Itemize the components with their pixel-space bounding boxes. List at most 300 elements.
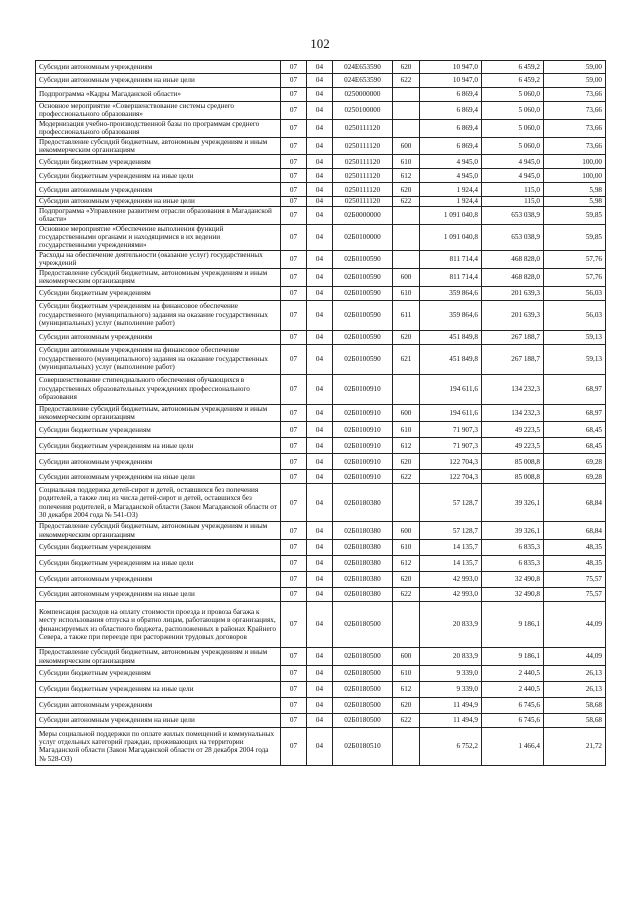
- percent-cell: 56,03: [544, 300, 606, 330]
- table-row: [36, 540, 606, 556]
- fact-cell: 6 745,6: [482, 697, 544, 713]
- plan-cell: 57 128,7: [420, 522, 482, 540]
- percent-cell: 26,13: [544, 681, 606, 697]
- fact-cell: 1 466,4: [482, 727, 544, 765]
- target-code-cell: 02Б0180500: [333, 681, 393, 697]
- row-name-cell: Субсидии автономным учреждениям: [36, 454, 281, 470]
- plan-cell: 6 869,4: [420, 88, 482, 102]
- table-row: [36, 727, 606, 765]
- razdel-cell: 07: [281, 470, 307, 484]
- target-code-cell: 0250111120: [333, 169, 393, 183]
- podrazdel-cell: 04: [307, 183, 333, 197]
- plan-cell: 194 611,6: [420, 404, 482, 422]
- target-code-cell: 02Б0100000: [333, 224, 393, 250]
- target-code-cell: 02Б0100590: [333, 300, 393, 330]
- row-name-cell: Расходы на обеспечение деятельности (оказание услуг) государственных учреждений: [36, 250, 281, 268]
- expense-type-cell: 620: [393, 572, 420, 588]
- target-code-cell: 02Б0180500: [333, 602, 393, 648]
- table-row: [36, 250, 606, 268]
- podrazdel-cell: 04: [307, 300, 333, 330]
- plan-cell: 1 924,4: [420, 183, 482, 197]
- expense-type-cell: [393, 374, 420, 404]
- razdel-cell: 07: [281, 250, 307, 268]
- target-code-cell: 0250111120: [333, 155, 393, 169]
- fact-cell: 39 326,1: [482, 484, 544, 522]
- razdel-cell: 07: [281, 74, 307, 88]
- target-code-cell: 02Б0100910: [333, 470, 393, 484]
- row-name-cell: Субсидии автономным учреждениям: [36, 61, 281, 74]
- fact-cell: 85 008,8: [482, 454, 544, 470]
- table-row: [36, 454, 606, 470]
- row-name-cell: Предоставление субсидий бюджетным, автономным учреждениям и иным некоммерческим организациям: [36, 137, 281, 155]
- razdel-cell: 07: [281, 454, 307, 470]
- fact-cell: 9 186,1: [482, 648, 544, 666]
- expense-type-cell: 622: [393, 197, 420, 206]
- table-row: [36, 286, 606, 300]
- percent-cell: 58,68: [544, 697, 606, 713]
- expense-type-cell: 620: [393, 61, 420, 74]
- razdel-cell: 07: [281, 197, 307, 206]
- target-code-cell: 02Б0100910: [333, 454, 393, 470]
- podrazdel-cell: 04: [307, 74, 333, 88]
- plan-cell: 71 907,3: [420, 422, 482, 438]
- podrazdel-cell: 04: [307, 250, 333, 268]
- fact-cell: 4 945,0: [482, 155, 544, 169]
- plan-cell: 9 339,0: [420, 665, 482, 681]
- podrazdel-cell: 04: [307, 602, 333, 648]
- razdel-cell: 07: [281, 286, 307, 300]
- fact-cell: 49 223,5: [482, 422, 544, 438]
- expense-type-cell: 622: [393, 74, 420, 88]
- plan-cell: 11 494,9: [420, 697, 482, 713]
- table-row: [36, 681, 606, 697]
- plan-cell: 1 091 040,8: [420, 224, 482, 250]
- percent-cell: 75,57: [544, 572, 606, 588]
- row-name-cell: Субсидии автономным учреждениям на иные цели: [36, 588, 281, 602]
- target-code-cell: 0250111120: [333, 183, 393, 197]
- fact-cell: 6 459,2: [482, 61, 544, 74]
- percent-cell: 100,00: [544, 169, 606, 183]
- razdel-cell: 07: [281, 224, 307, 250]
- fact-cell: 6 459,2: [482, 74, 544, 88]
- podrazdel-cell: 04: [307, 102, 333, 120]
- table-row: [36, 484, 606, 522]
- row-name-cell: Компенсация расходов на оплату стоимости проезда и провоза багажа к месту использования отпуска и обратно лицам, работающим в организациях, финансируемых из областного бюджета, расположенных в районах Крайнего Севера, а также при переезде при расторжении трудовых договоров: [36, 602, 281, 648]
- expense-type-cell: [393, 727, 420, 765]
- table-row: [36, 206, 606, 224]
- target-code-cell: 02Б0180380: [333, 588, 393, 602]
- podrazdel-cell: 04: [307, 197, 333, 206]
- percent-cell: 59,13: [544, 344, 606, 374]
- target-code-cell: 02Б0180500: [333, 697, 393, 713]
- razdel-cell: 07: [281, 88, 307, 102]
- fact-cell: 653 038,9: [482, 224, 544, 250]
- fact-cell: 134 232,3: [482, 404, 544, 422]
- budget-table: [35, 60, 606, 766]
- podrazdel-cell: 04: [307, 588, 333, 602]
- percent-cell: 58,68: [544, 713, 606, 727]
- razdel-cell: 07: [281, 438, 307, 454]
- expense-type-cell: 611: [393, 300, 420, 330]
- razdel-cell: 07: [281, 137, 307, 155]
- table-row: [36, 697, 606, 713]
- table-row: [36, 197, 606, 206]
- table-row: [36, 88, 606, 102]
- plan-cell: 122 704,3: [420, 470, 482, 484]
- percent-cell: 68,45: [544, 422, 606, 438]
- row-name-cell: Основное мероприятие «Обеспечение выполнения функций государственными органами и находящимися в их ведении государственными учреждениями»: [36, 224, 281, 250]
- row-name-cell: Совершенствование стипендиального обеспечения обучающихся в государственных образовательных учреждениях профессионального образования: [36, 374, 281, 404]
- percent-cell: 57,76: [544, 268, 606, 286]
- fact-cell: 115,0: [482, 183, 544, 197]
- razdel-cell: 07: [281, 268, 307, 286]
- razdel-cell: 07: [281, 648, 307, 666]
- target-code-cell: 02Б0180380: [333, 484, 393, 522]
- plan-cell: 11 494,9: [420, 713, 482, 727]
- podrazdel-cell: 04: [307, 344, 333, 374]
- podrazdel-cell: 04: [307, 137, 333, 155]
- fact-cell: 6 745,6: [482, 713, 544, 727]
- percent-cell: 68,84: [544, 484, 606, 522]
- podrazdel-cell: 04: [307, 374, 333, 404]
- podrazdel-cell: 04: [307, 224, 333, 250]
- target-code-cell: 02Б0180380: [333, 522, 393, 540]
- fact-cell: 5 060,0: [482, 137, 544, 155]
- razdel-cell: 07: [281, 697, 307, 713]
- target-code-cell: 02Б0100590: [333, 330, 393, 344]
- target-code-cell: 024Е653590: [333, 74, 393, 88]
- table-row: [36, 330, 606, 344]
- plan-cell: 4 945,0: [420, 155, 482, 169]
- table-row: [36, 470, 606, 484]
- row-name-cell: Социальная поддержка детей-сирот и детей, оставшихся без попечения родителей, а также лиц из числа детей-сирот и детей, оставшихся без попечения родителей, в Магаданской области (Закон Магаданской области от 30 декабря 2004 года № 541-ОЗ): [36, 484, 281, 522]
- razdel-cell: 07: [281, 522, 307, 540]
- fact-cell: 39 326,1: [482, 522, 544, 540]
- fact-cell: 2 440,5: [482, 681, 544, 697]
- expense-type-cell: 622: [393, 588, 420, 602]
- table-row: [36, 102, 606, 120]
- plan-cell: 6 869,4: [420, 102, 482, 120]
- table-row: [36, 300, 606, 330]
- row-name-cell: Предоставление субсидий бюджетным, автономным учреждениям и иным некоммерческим организациям: [36, 268, 281, 286]
- row-name-cell: Субсидии автономным учреждениям: [36, 697, 281, 713]
- percent-cell: 5,98: [544, 183, 606, 197]
- plan-cell: 6 869,4: [420, 119, 482, 137]
- table-row: [36, 183, 606, 197]
- fact-cell: 267 188,7: [482, 344, 544, 374]
- razdel-cell: 07: [281, 155, 307, 169]
- razdel-cell: 07: [281, 61, 307, 74]
- razdel-cell: 07: [281, 727, 307, 765]
- plan-cell: 57 128,7: [420, 484, 482, 522]
- fact-cell: 115,0: [482, 197, 544, 206]
- row-name-cell: Субсидии автономным учреждениям: [36, 183, 281, 197]
- plan-cell: 14 135,7: [420, 540, 482, 556]
- page-number: 102: [310, 36, 330, 51]
- row-name-cell: Модернизация учебно-производственной базы по программам среднего профессионального образования: [36, 119, 281, 137]
- target-code-cell: 0250111120: [333, 197, 393, 206]
- row-name-cell: Предоставление субсидий бюджетным, автономным учреждениям и иным некоммерческим организациям: [36, 404, 281, 422]
- table-row: [36, 648, 606, 666]
- table-row: [36, 665, 606, 681]
- fact-cell: 5 060,0: [482, 88, 544, 102]
- fact-cell: 6 835,3: [482, 556, 544, 572]
- percent-cell: 5,98: [544, 197, 606, 206]
- percent-cell: 75,57: [544, 588, 606, 602]
- row-name-cell: Подпрограмма «Кадры Магаданской области»: [36, 88, 281, 102]
- expense-type-cell: [393, 602, 420, 648]
- target-code-cell: 0250111120: [333, 119, 393, 137]
- row-name-cell: Подпрограмма «Управление развитием отрасли образования в Магаданской области»: [36, 206, 281, 224]
- table-row: [36, 137, 606, 155]
- table-row: [36, 522, 606, 540]
- razdel-cell: 07: [281, 206, 307, 224]
- fact-cell: 32 490,8: [482, 588, 544, 602]
- row-name-cell: Субсидии бюджетным учреждениям: [36, 540, 281, 556]
- podrazdel-cell: 04: [307, 648, 333, 666]
- plan-cell: 10 947,0: [420, 61, 482, 74]
- plan-cell: 122 704,3: [420, 454, 482, 470]
- table-row: [36, 155, 606, 169]
- expense-type-cell: [393, 206, 420, 224]
- percent-cell: 73,66: [544, 119, 606, 137]
- podrazdel-cell: 04: [307, 119, 333, 137]
- percent-cell: 59,85: [544, 206, 606, 224]
- razdel-cell: 07: [281, 665, 307, 681]
- razdel-cell: 07: [281, 422, 307, 438]
- podrazdel-cell: 04: [307, 484, 333, 522]
- podrazdel-cell: 04: [307, 454, 333, 470]
- razdel-cell: 07: [281, 681, 307, 697]
- percent-cell: 56,03: [544, 286, 606, 300]
- percent-cell: 69,28: [544, 470, 606, 484]
- percent-cell: 73,66: [544, 102, 606, 120]
- expense-type-cell: 600: [393, 268, 420, 286]
- row-name-cell: Субсидии бюджетным учреждениям: [36, 155, 281, 169]
- row-name-cell: Предоставление субсидий бюджетным, автономным учреждениям и иным некоммерческим организациям: [36, 648, 281, 666]
- expense-type-cell: 620: [393, 697, 420, 713]
- plan-cell: 6 752,2: [420, 727, 482, 765]
- podrazdel-cell: 04: [307, 268, 333, 286]
- row-name-cell: Меры социальной поддержки по оплате жилых помещений и коммунальных услуг отдельных категорий граждан, проживающих на территории Магаданской области (Закон Магаданской области от 28 декабря 2004 года № 528-ОЗ): [36, 727, 281, 765]
- fact-cell: 5 060,0: [482, 119, 544, 137]
- podrazdel-cell: 04: [307, 286, 333, 300]
- podrazdel-cell: 04: [307, 713, 333, 727]
- razdel-cell: 07: [281, 484, 307, 522]
- plan-cell: 451 849,8: [420, 330, 482, 344]
- expense-type-cell: 622: [393, 713, 420, 727]
- percent-cell: 68,84: [544, 522, 606, 540]
- razdel-cell: 07: [281, 556, 307, 572]
- table-row: [36, 438, 606, 454]
- expense-type-cell: 600: [393, 522, 420, 540]
- fact-cell: 201 639,3: [482, 300, 544, 330]
- podrazdel-cell: 04: [307, 330, 333, 344]
- target-code-cell: 02Б0100590: [333, 268, 393, 286]
- row-name-cell: Субсидии автономным учреждениям: [36, 572, 281, 588]
- target-code-cell: 02Б0100590: [333, 344, 393, 374]
- plan-cell: 4 945,0: [420, 169, 482, 183]
- percent-cell: 26,13: [544, 665, 606, 681]
- row-name-cell: Субсидии автономным учреждениям на иные цели: [36, 197, 281, 206]
- expense-type-cell: [393, 224, 420, 250]
- table-row: [36, 404, 606, 422]
- razdel-cell: 07: [281, 404, 307, 422]
- expense-type-cell: 612: [393, 556, 420, 572]
- table-row: [36, 556, 606, 572]
- table-row: [36, 422, 606, 438]
- razdel-cell: 07: [281, 540, 307, 556]
- razdel-cell: 07: [281, 602, 307, 648]
- plan-cell: 14 135,7: [420, 556, 482, 572]
- expense-type-cell: [393, 102, 420, 120]
- row-name-cell: Субсидии бюджетным учреждениям: [36, 665, 281, 681]
- plan-cell: 20 833,9: [420, 602, 482, 648]
- podrazdel-cell: 04: [307, 206, 333, 224]
- row-name-cell: Субсидии бюджетным учреждениям на иные цели: [36, 681, 281, 697]
- razdel-cell: 07: [281, 344, 307, 374]
- fact-cell: 49 223,5: [482, 438, 544, 454]
- fact-cell: 267 188,7: [482, 330, 544, 344]
- target-code-cell: 0250100000: [333, 102, 393, 120]
- fact-cell: 4 945,0: [482, 169, 544, 183]
- expense-type-cell: 612: [393, 169, 420, 183]
- percent-cell: 73,66: [544, 137, 606, 155]
- razdel-cell: 07: [281, 300, 307, 330]
- percent-cell: 100,00: [544, 155, 606, 169]
- razdel-cell: 07: [281, 330, 307, 344]
- podrazdel-cell: 04: [307, 727, 333, 765]
- row-name-cell: Субсидии автономным учреждениям на финансовое обеспечение государственного (муниципального) задания на оказание государственных (муниципальных) услуг (выполнение работ): [36, 344, 281, 374]
- target-code-cell: 0250000000: [333, 88, 393, 102]
- target-code-cell: 02Б0180380: [333, 572, 393, 588]
- fact-cell: 5 060,0: [482, 102, 544, 120]
- expense-type-cell: 600: [393, 404, 420, 422]
- plan-cell: 1 924,4: [420, 197, 482, 206]
- plan-cell: 42 993,0: [420, 572, 482, 588]
- percent-cell: 59,00: [544, 61, 606, 74]
- razdel-cell: 07: [281, 374, 307, 404]
- plan-cell: 9 339,0: [420, 681, 482, 697]
- table-row: [36, 169, 606, 183]
- podrazdel-cell: 04: [307, 169, 333, 183]
- percent-cell: 73,66: [544, 88, 606, 102]
- razdel-cell: 07: [281, 588, 307, 602]
- fact-cell: 468 828,0: [482, 250, 544, 268]
- expense-type-cell: [393, 88, 420, 102]
- expense-type-cell: 610: [393, 540, 420, 556]
- plan-cell: 194 611,6: [420, 374, 482, 404]
- expense-type-cell: 620: [393, 454, 420, 470]
- podrazdel-cell: 04: [307, 470, 333, 484]
- percent-cell: 57,76: [544, 250, 606, 268]
- razdel-cell: 07: [281, 572, 307, 588]
- percent-cell: 48,35: [544, 556, 606, 572]
- expense-type-cell: 621: [393, 344, 420, 374]
- percent-cell: 59,85: [544, 224, 606, 250]
- podrazdel-cell: 04: [307, 556, 333, 572]
- table-row: [36, 268, 606, 286]
- target-code-cell: 02Б0180500: [333, 713, 393, 727]
- row-name-cell: Субсидии бюджетным учреждениям: [36, 422, 281, 438]
- row-name-cell: Субсидии автономным учреждениям: [36, 330, 281, 344]
- table-row: [36, 119, 606, 137]
- percent-cell: 59,13: [544, 330, 606, 344]
- row-name-cell: Субсидии автономным учреждениям на иные цели: [36, 470, 281, 484]
- plan-cell: 359 864,6: [420, 300, 482, 330]
- row-name-cell: Субсидии бюджетным учреждениям: [36, 286, 281, 300]
- fact-cell: 85 008,8: [482, 470, 544, 484]
- fact-cell: 134 232,3: [482, 374, 544, 404]
- fact-cell: 9 186,1: [482, 602, 544, 648]
- podrazdel-cell: 04: [307, 422, 333, 438]
- expense-type-cell: 610: [393, 286, 420, 300]
- plan-cell: 811 714,4: [420, 268, 482, 286]
- plan-cell: 71 907,3: [420, 438, 482, 454]
- plan-cell: 1 091 040,8: [420, 206, 482, 224]
- percent-cell: 21,72: [544, 727, 606, 765]
- razdel-cell: 07: [281, 713, 307, 727]
- expense-type-cell: [393, 119, 420, 137]
- expense-type-cell: 620: [393, 183, 420, 197]
- expense-type-cell: 620: [393, 330, 420, 344]
- percent-cell: 44,09: [544, 602, 606, 648]
- table-row: [36, 602, 606, 648]
- table-row: [36, 713, 606, 727]
- expense-type-cell: [393, 484, 420, 522]
- fact-cell: 2 440,5: [482, 665, 544, 681]
- percent-cell: 44,09: [544, 648, 606, 666]
- table-row: [36, 572, 606, 588]
- target-code-cell: 024Е653590: [333, 61, 393, 74]
- expense-type-cell: [393, 250, 420, 268]
- plan-cell: 6 869,4: [420, 137, 482, 155]
- podrazdel-cell: 04: [307, 697, 333, 713]
- row-name-cell: Субсидии бюджетным учреждениям на иные цели: [36, 556, 281, 572]
- plan-cell: 811 714,4: [420, 250, 482, 268]
- row-name-cell: Субсидии бюджетным учреждениям на иные цели: [36, 169, 281, 183]
- plan-cell: 20 833,9: [420, 648, 482, 666]
- target-code-cell: 02Б0100910: [333, 422, 393, 438]
- percent-cell: 68,45: [544, 438, 606, 454]
- plan-cell: 42 993,0: [420, 588, 482, 602]
- percent-cell: 59,00: [544, 74, 606, 88]
- percent-cell: 68,97: [544, 374, 606, 404]
- podrazdel-cell: 04: [307, 438, 333, 454]
- table-row: [36, 374, 606, 404]
- expense-type-cell: 610: [393, 422, 420, 438]
- target-code-cell: 02Б0180380: [333, 540, 393, 556]
- expense-type-cell: 610: [393, 155, 420, 169]
- podrazdel-cell: 04: [307, 540, 333, 556]
- target-code-cell: 02Б0180510: [333, 727, 393, 765]
- target-code-cell: 02Б0100910: [333, 374, 393, 404]
- row-name-cell: Субсидии бюджетным учреждениям на иные цели: [36, 438, 281, 454]
- expense-type-cell: 600: [393, 648, 420, 666]
- percent-cell: 48,35: [544, 540, 606, 556]
- fact-cell: 468 828,0: [482, 268, 544, 286]
- row-name-cell: Субсидии бюджетным учреждениям на финансовое обеспечение государственного (муниципального) задания на оказание государственных (муниципальных) услуг (выполнение работ): [36, 300, 281, 330]
- target-code-cell: 02Б0180380: [333, 556, 393, 572]
- row-name-cell: Субсидии автономным учреждениям на иные цели: [36, 713, 281, 727]
- fact-cell: 32 490,8: [482, 572, 544, 588]
- target-code-cell: 0250111120: [333, 137, 393, 155]
- podrazdel-cell: 04: [307, 572, 333, 588]
- plan-cell: 10 947,0: [420, 74, 482, 88]
- row-name-cell: Предоставление субсидий бюджетным, автономным учреждениям и иным некоммерческим организациям: [36, 522, 281, 540]
- razdel-cell: 07: [281, 102, 307, 120]
- row-name-cell: Основное мероприятие «Совершенствование системы среднего профессионального образования»: [36, 102, 281, 120]
